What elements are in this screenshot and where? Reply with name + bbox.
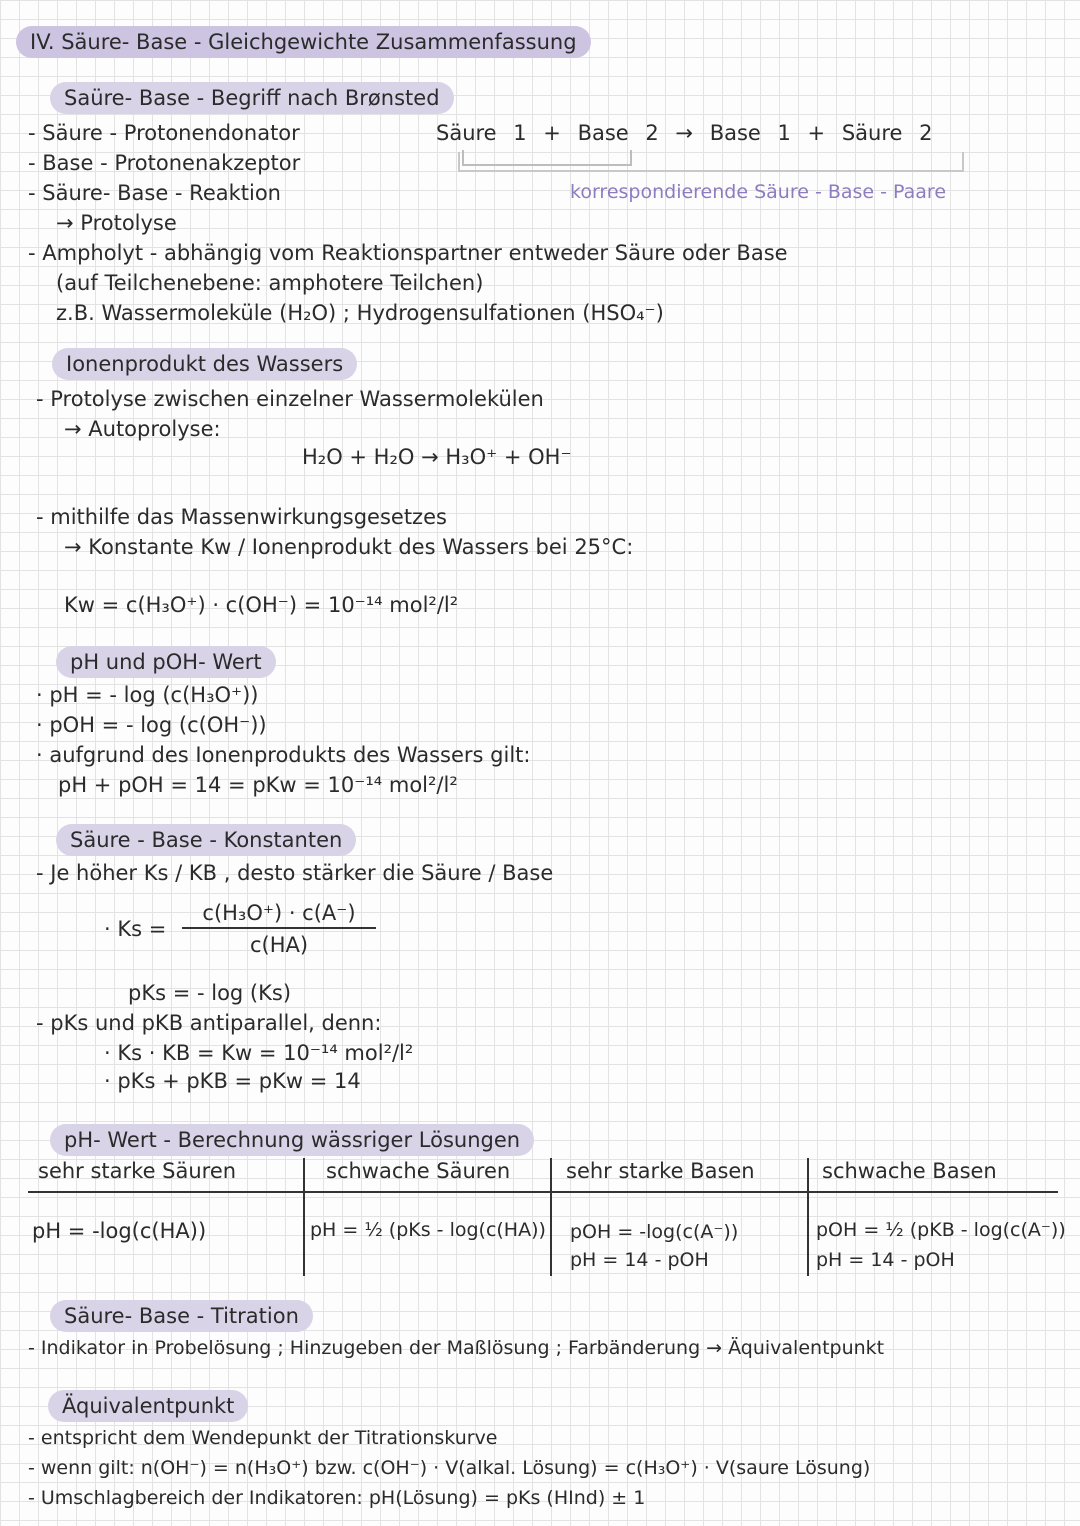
column-header-3: sehr starke Basen (566, 1159, 755, 1183)
konstanten-line-1: - Je höher Ks / KB , desto stärker die Säure / Base (36, 861, 554, 885)
bronsted-equation: Säure 1 + Base 2 → Base 1 + Säure 2 (436, 121, 933, 145)
pks-formula: pKs = - log (Ks) (128, 981, 292, 1005)
ampholyt-line-3: z.B. Wassermoleküle (H₂O) ; Hydrogensulfationen (HSO₄⁻) (56, 301, 664, 325)
ks-denominator: c(HA) (249, 933, 309, 957)
bronsted-pairs: korrespondierende Säure - Base - Paare (570, 181, 947, 203)
ks-fraction-bar (182, 927, 376, 929)
ampholyt-line-1: - Ampholyt - abhängig vom Reaktionspartner entweder Säure oder Base (28, 241, 788, 265)
bronsted-protolyse: → Protolyse (56, 211, 177, 235)
column-header-4: schwache Basen (822, 1159, 997, 1183)
pks-pkb-sum: · pKs + pKB = pKw = 14 (104, 1069, 361, 1093)
column-header-1: sehr starke Säuren (38, 1159, 237, 1183)
heading-bronsted: Saüre- Base - Begriff nach Brønsted (50, 82, 454, 114)
page-title: IV. Säure- Base - Gleichgewichte Zusammenfassung (16, 26, 591, 58)
ph-formula: · pH = - log (c(H₃O⁺)) (36, 683, 259, 707)
heading-titration: Säure- Base - Titration (50, 1300, 313, 1332)
formula-starke-saeure: pH = -log(c(HA)) (32, 1219, 207, 1243)
ampholyt-line-2: (auf Teilchenebene: amphotere Teilchen) (56, 271, 484, 295)
ph-aufgrund: · aufgrund des Ionenprodukts des Wassers gilt: (36, 743, 531, 767)
heading-aequivalentpunkt: Äquivalentpunkt (48, 1390, 248, 1422)
heading-ph-poh: pH und pOH- Wert (56, 646, 276, 678)
formula-schwache-base-ph: pH = 14 - pOH (816, 1249, 955, 1271)
bronsted-base: - Base - Protonenakzeptor (28, 151, 301, 175)
table-divider-2 (550, 1158, 552, 1276)
column-header-2: schwache Säuren (326, 1159, 511, 1183)
ionenprodukt-line-3: - mithilfe das Massenwirkungsgesetzes (36, 505, 447, 529)
formula-schwache-base-poh: pOH = ½ (pKB - log(c(A⁻)) (816, 1219, 1066, 1241)
heading-konstanten: Säure - Base - Konstanten (56, 824, 356, 856)
poh-formula: · pOH = - log (c(OH⁻)) (36, 713, 267, 737)
pair-bracket-outer (458, 152, 964, 172)
table-divider-3 (807, 1158, 809, 1276)
ks-numerator: c(H₃O⁺) · c(A⁻) (202, 901, 356, 925)
heading-ionenprodukt: Ionenprodukt des Wassers (52, 348, 357, 380)
ionenprodukt-line-4: → Konstante Kw / Ionenprodukt des Wassers bei 25°C: (64, 535, 634, 559)
ph-poh-sum: pH + pOH = 14 = pKw = 10⁻¹⁴ mol²/l² (58, 773, 458, 797)
formula-schwache-saeure: pH = ½ (pKs - log(c(HA)) (310, 1219, 546, 1241)
heading-berechnung: pH- Wert - Berechnung wässriger Lösungen (50, 1124, 534, 1156)
aequivalent-line-2: - wenn gilt: n(OH⁻) = n(H₃O⁺) bzw. c(OH⁻) · V(alkal. Lösung) = c(H₃O⁺) · V(saure Lösung) (28, 1457, 871, 1479)
aequivalent-line-3: - Umschlagbereich der Indikatoren: pH(Lösung) = pKs (HInd) ± 1 (28, 1487, 646, 1509)
ks-kb-product: · Ks · KB = Kw = 10⁻¹⁴ mol²/l² (104, 1041, 414, 1065)
formula-starke-base-ph: pH = 14 - pOH (570, 1249, 709, 1271)
bronsted-saeure: - Säure - Protonendonator (28, 121, 300, 145)
ks-label: · Ks = (104, 917, 167, 941)
kw-formula: Kw = c(H₃O⁺) · c(OH⁻) = 10⁻¹⁴ mol²/l² (64, 593, 459, 617)
bronsted-reaktion: - Säure- Base - Reaktion (28, 181, 281, 205)
table-header-line (28, 1191, 1058, 1193)
ionenprodukt-line-1: - Protolyse zwischen einzelner Wassermolekülen (36, 387, 544, 411)
ionenprodukt-line-2: → Autoprolyse: (64, 417, 221, 441)
titration-line-1: - Indikator in Probelösung ; Hinzugeben der Maßlösung ; Farbänderung → Äquivalentpunkt (28, 1337, 885, 1359)
table-divider-1 (303, 1158, 305, 1276)
autoprotolyse-reaction: H₂O + H₂O → H₃O⁺ + OH⁻ (302, 445, 572, 469)
pks-antiparallel: - pKs und pKB antiparallel, denn: (36, 1011, 382, 1035)
aequivalent-line-1: - entspricht dem Wendepunkt der Titrationskurve (28, 1427, 498, 1449)
formula-starke-base-poh: pOH = -log(c(A⁻)) (570, 1221, 739, 1243)
